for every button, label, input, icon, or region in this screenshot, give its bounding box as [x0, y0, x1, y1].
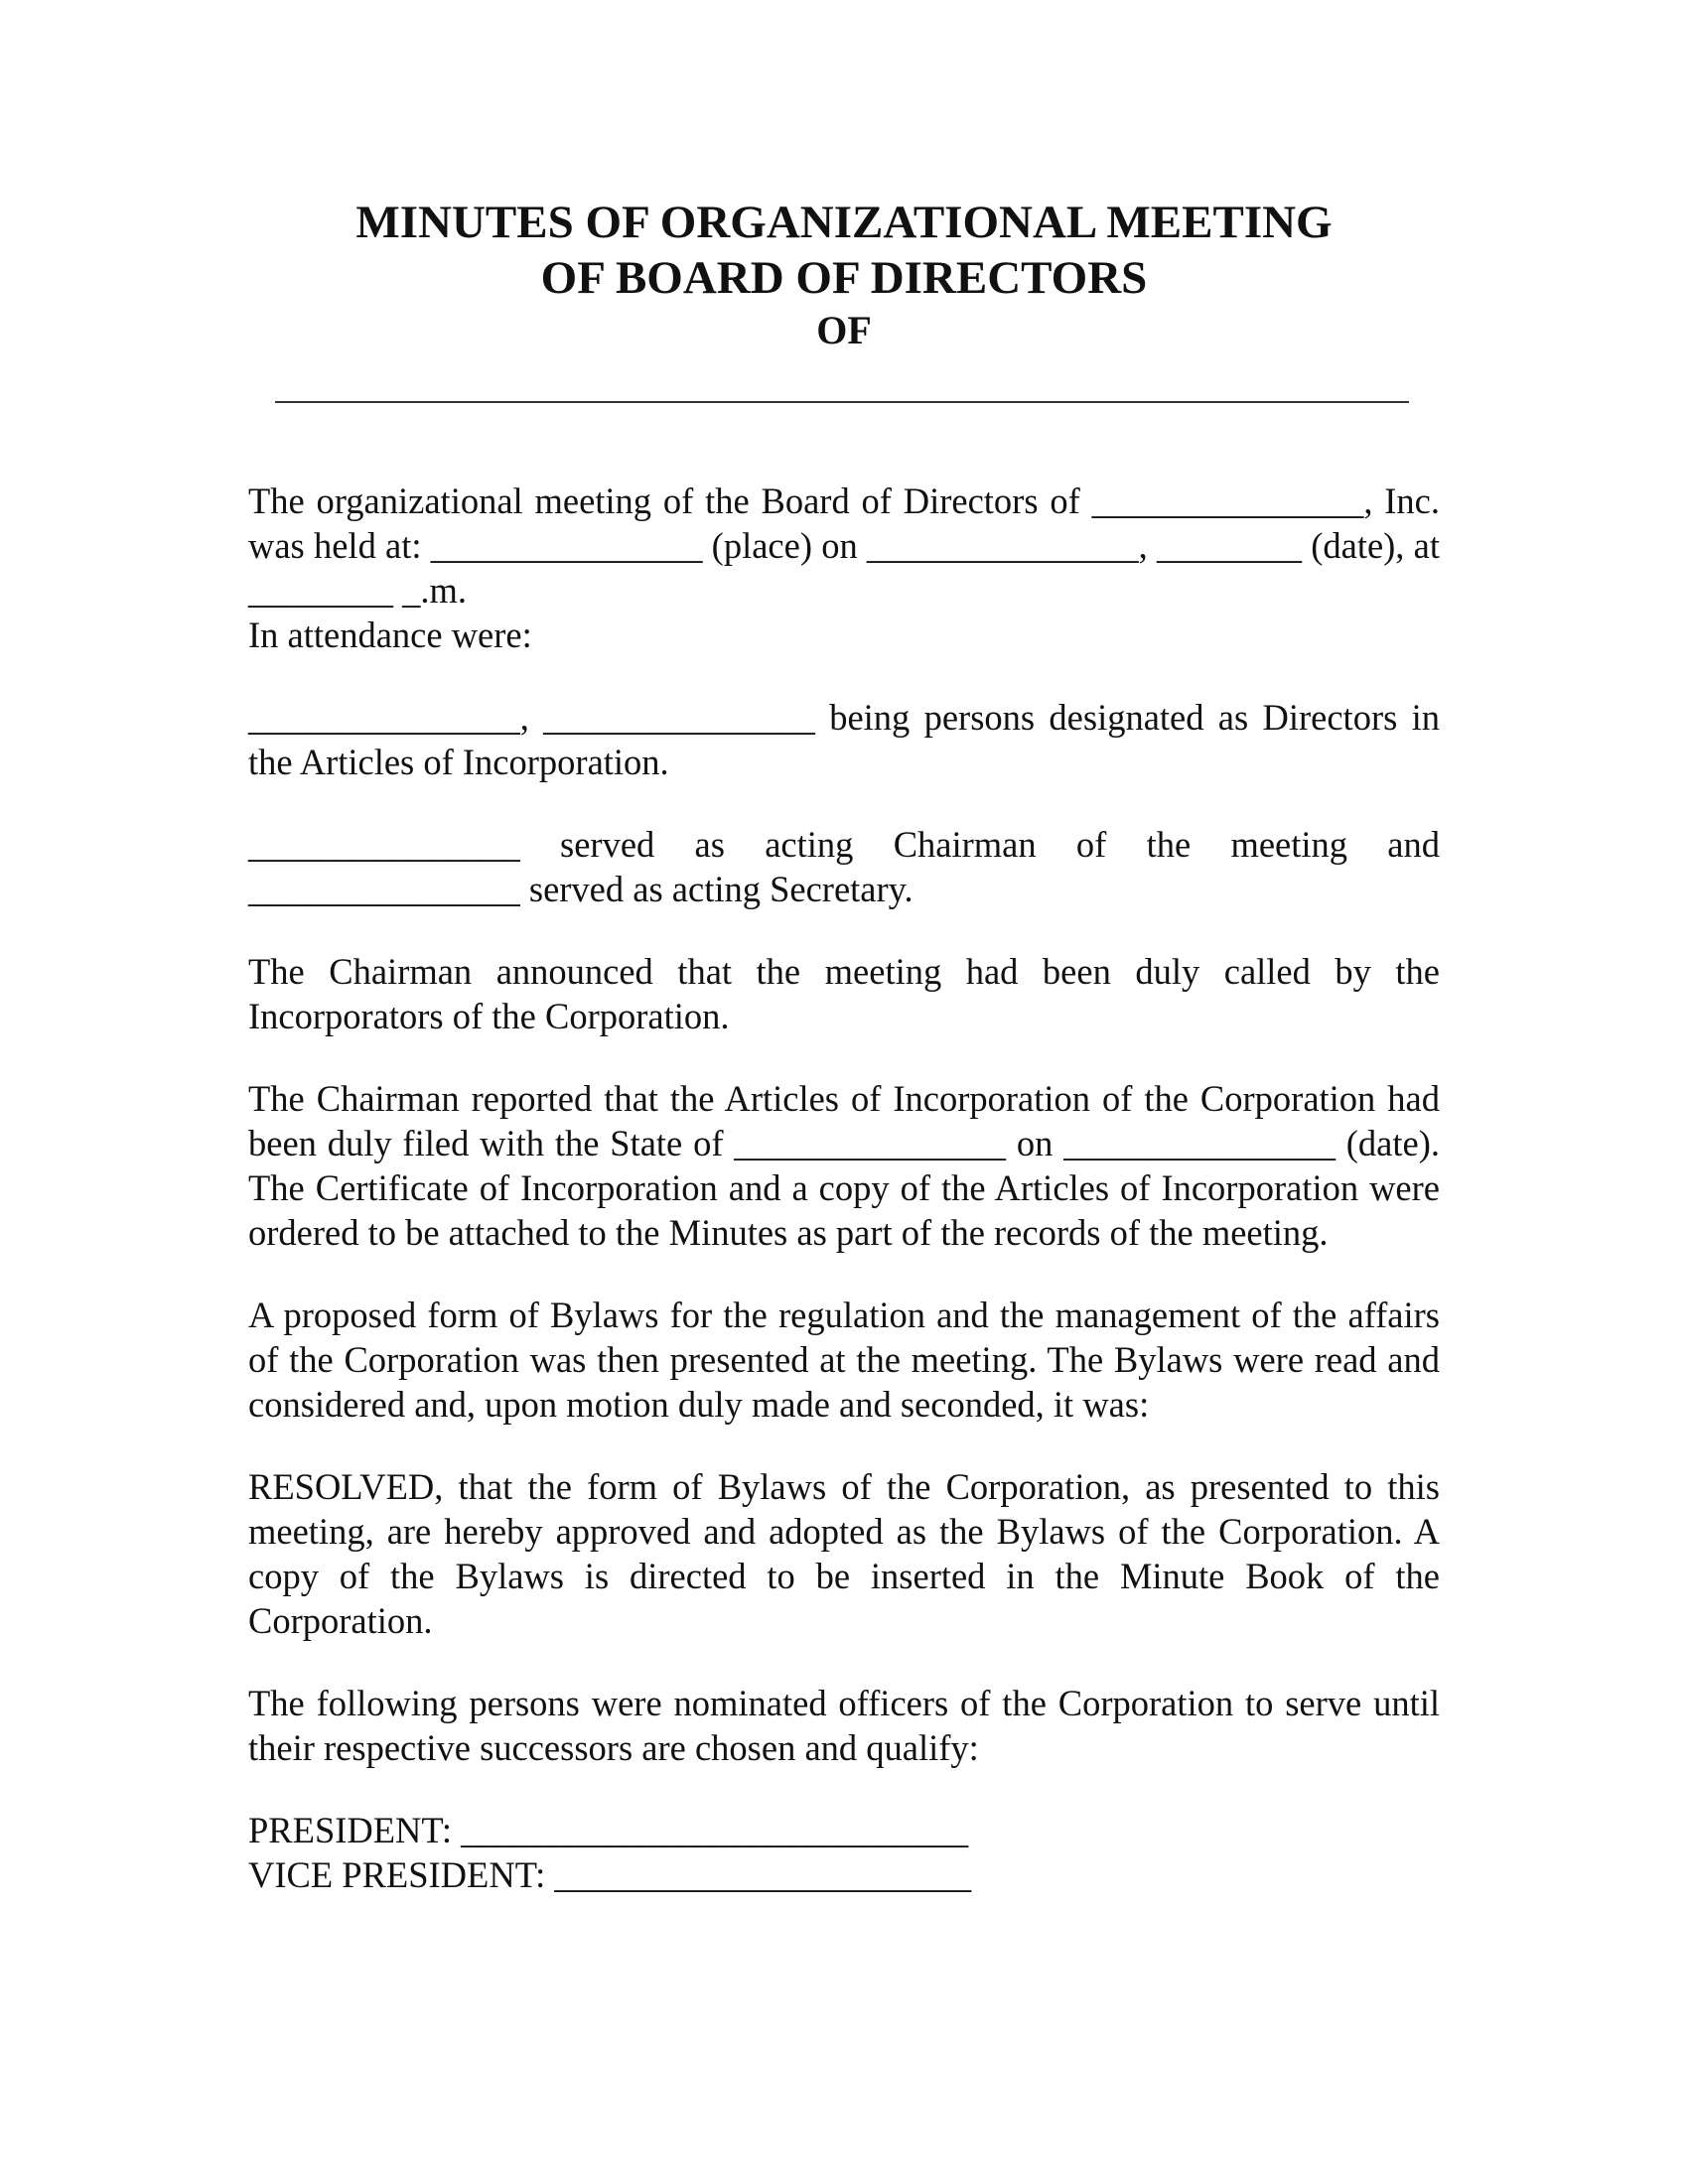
chairman-secretary-paragraph: _______________ served as acting Chairman of the meeting and _______________ served as acting Secretary. — [248, 824, 1440, 909]
document-body — [248, 478, 1440, 1897]
attendance-label: In attendance were: — [248, 614, 532, 655]
title-line-2: OF BOARD OF DIRECTORS — [540, 252, 1148, 304]
corporation-name-blank — [275, 401, 1409, 403]
resolution-paragraph: RESOLVED, that the form of Bylaws of the Corporation, as presented to this meeting, are hereby approved and adopted as the Bylaws of the Corporation. A copy of the Bylaws is directed to be inserted in the Minute Book of the Corporation. — [248, 1466, 1440, 1641]
bylaws-proposed-paragraph: A proposed form of Bylaws for the regulation and the management of the affairs of the Corporation was then presented at the meeting. The Bylaws were read and considered and, upon motion duly made and seconded, it was: — [248, 1295, 1440, 1425]
title-line-1: MINUTES OF ORGANIZATIONAL MEETING — [355, 197, 1333, 248]
title-line-3: OF — [816, 308, 872, 352]
meeting-details-text: The organizational meeting of the Board of Directors of _______________, Inc. was held at: _______________ (place) on _______________, ________ (date), at ________ _.m. — [248, 480, 1440, 611]
document-title — [0, 195, 1688, 355]
vice-president-line: VICE PRESIDENT: _______________________ — [248, 1854, 972, 1895]
directors-paragraph: _______________, _______________ being persons designated as Directors in the Articles of Incorporation. — [248, 697, 1440, 782]
officer-list — [248, 1808, 1440, 1897]
articles-filed-paragraph: The Chairman reported that the Articles of Incorporation of the Corporation had been duly filed with the State of _______________ on _______________ (date). The Certificate of Incorporation and a copy of the Articles of Incorporation were ordered to be attached to the Minutes as part of the records of the meeting. — [248, 1078, 1440, 1253]
meeting-details-paragraph — [248, 478, 1440, 657]
president-line: PRESIDENT: ____________________________ — [248, 1810, 969, 1850]
officers-nominated-paragraph: The following persons were nominated officers of the Corporation to serve until their respective successors are chosen and qualify: — [248, 1683, 1440, 1768]
meeting-called-paragraph: The Chairman announced that the meeting had been duly called by the Incorporators of the Corporation. — [248, 951, 1440, 1036]
